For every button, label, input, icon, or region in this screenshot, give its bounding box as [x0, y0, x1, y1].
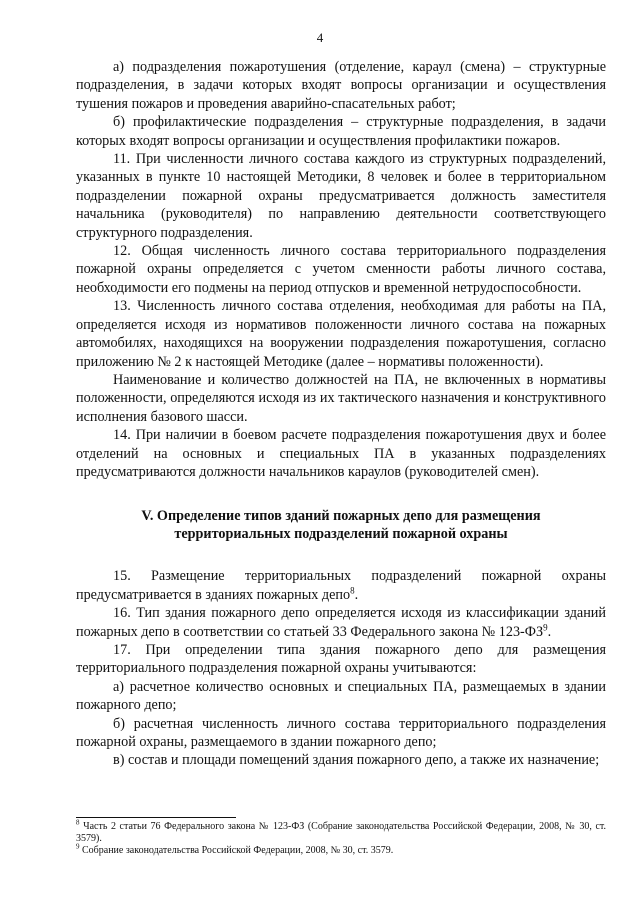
paragraph-15-end: .	[354, 586, 359, 603]
document-body	[76, 58, 606, 770]
section-heading-line-2: территориальных подразделений пожарной охраны	[174, 526, 508, 543]
footnotes	[76, 818, 607, 857]
section-heading	[76, 507, 606, 543]
page-number: 4	[316, 30, 324, 45]
footnote-mark-9: 9	[76, 842, 80, 851]
footnote-8	[76, 818, 607, 845]
footnote-ref-8[interactable]: 8	[350, 585, 355, 596]
section-heading-line-1: V. Определение типов зданий пожарных депо для размещения	[141, 508, 541, 525]
paragraph-15	[76, 567, 606, 604]
paragraph-16	[76, 604, 606, 641]
paragraph-13-continued: Наименование и количество должностей на ПА, не включенных в нормативы положенности, определяются исходя из их тактического назначения и конструктивного исполнения базового шасси.	[76, 371, 606, 425]
paragraph-10b: б) профилактические подразделения – структурные подразделения, в задачи которых входят вопросы организации и осуществления профилактики пожаров.	[76, 114, 606, 149]
paragraph-17b: б) расчетная численность личного состава территориального подразделения пожарной охраны, размещаемого в здании пожарного депо;	[76, 715, 606, 750]
footnote-9-text: Собрание законодательства Российской Федерации, 2008, № 30, ст. 3579.	[82, 845, 394, 856]
paragraph-13: 13. Численность личного состава отделения, необходимая для работы на ПА, определяется исходя из нормативов положенности личного состава на пожарных автомобилях, находящихся на вооружении подразделения пожаротушения, согласно приложению № 2 к настоящей Методике (далее – нормативы положенности).	[76, 298, 606, 370]
footnote-mark-8: 8	[76, 818, 80, 827]
paragraph-16-end: .	[547, 623, 552, 640]
paragraph-15-text: 15. Размещение территориальных подразделений пожарной охраны предусматривается в зданиях пожарных депо	[76, 568, 606, 603]
footnote-9	[76, 842, 606, 857]
paragraph-14: 14. При наличии в боевом расчете подразделения пожаротушения двух и более отделений на основных и специальных ПА в указанных подразделениях предусматриваются должности начальников караулов (руководителей смен).	[76, 427, 606, 480]
footnote-8-text: Часть 2 статьи 76 Федерального закона № 123-ФЗ (Собрание законодательства Российской Федерации, 2008, № 30, ст. 3579).	[76, 821, 607, 844]
footnote-divider	[76, 817, 236, 818]
paragraph-17a: а) расчетное количество основных и специальных ПА, размещаемых в здании пожарного депо;	[76, 678, 606, 714]
paragraph-16-text: 16. Тип здания пожарного депо определяется исходя из классификации зданий пожарных депо в соответствии со статьей 33 Федерального закона № 123-ФЗ	[76, 605, 606, 640]
paragraph-12: 12. Общая численность личного состава территориального подразделения пожарной охраны определяется с учетом сменности работы личного состава, необходимости его подмены на период отпусков и временной нетрудоспособности.	[76, 243, 606, 296]
paragraph-11: 11. При численности личного состава каждого из структурных подразделений, указанных в пункте 10 настоящей Методики, 8 человек и более в территориальном подразделении пожарной охраны предусматривается должность заместителя начальника (руководителя) по направлению деятельности соответствующего структурного подразделения.	[76, 151, 606, 241]
footnote-ref-9[interactable]: 9	[543, 621, 548, 632]
paragraph-17: 17. При определении типа здания пожарного депо для размещения территориального подразделения пожарной охраны учитываются:	[76, 641, 606, 677]
paragraph-17c: в) состав и площади помещений здания пожарного депо, а также их назначение;	[113, 752, 600, 769]
paragraph-10a: а) подразделения пожаротушения (отделение, караул (смена) – структурные подразделения, в задачи которых входят вопросы организации и осуществления тушения пожаров и проведения аварийно-спасательных работ;	[76, 59, 606, 112]
